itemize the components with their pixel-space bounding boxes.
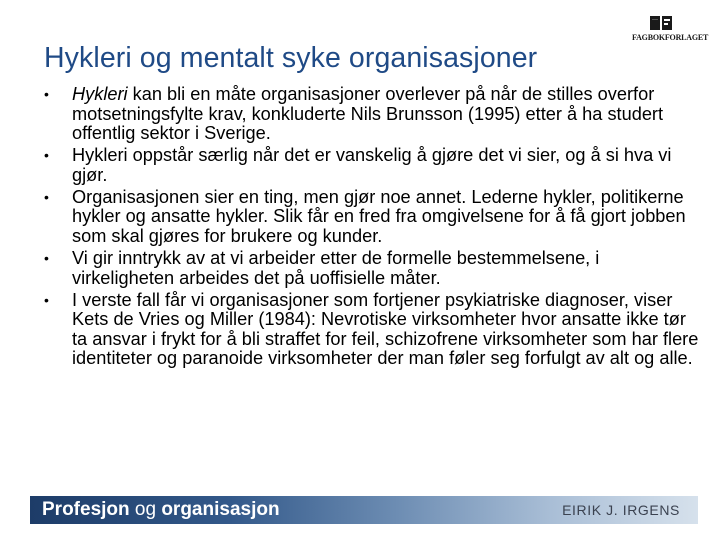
book-title: Profesjon og organisasjon bbox=[42, 499, 280, 520]
bullet-item: • Vi gir inntrykk av at vi arbeider etter de formelle bestemmelsene, i virkeligheten arbeides det på uoffisielle måter. bbox=[44, 247, 600, 288]
bullet-icon: • bbox=[44, 86, 49, 102]
footer-banner bbox=[30, 496, 698, 524]
bullet-list bbox=[44, 85, 704, 371]
author-name: EIRIK J. IRGENS bbox=[562, 502, 680, 518]
bullet-icon: • bbox=[44, 188, 49, 205]
bullet-item: • I verste fall får vi organisasjoner som fortjener psykiatriske diagnoser, viser Kets de Vries og Miller (1984): Nevrotiske virksomheter hvor ansatte ikke tør ta ansvar i frykt for å bli straffet for feil, schizofrene virksomheter som har flere identiteter og paranoide virksomheter der man føler seg forfulgt av alt og alle. bbox=[44, 289, 699, 369]
bullet-icon: • bbox=[44, 249, 49, 266]
bullet-icon: • bbox=[44, 147, 49, 164]
book-icon bbox=[649, 14, 673, 32]
bullet-item: • Organisasjonen sier en ting, men gjør noe annet. Lederne hykler, politikerne hykler og ansatte hykler. Slik får en fred fra omgivelsene for å få gjort jobben som skal gjøres for brukere og kunder. bbox=[44, 186, 686, 246]
bullet-item: • Hykleri kan bli en måte organisasjoner overlever på når de stilles overfor motsetningsfylte krav, konkluderte Nils Brunsson (1995) etter å ha studert offentlig sektor i Sverige. bbox=[44, 84, 664, 144]
publisher-logo bbox=[632, 14, 709, 48]
publisher-name: FAGBOKFORLAGET bbox=[632, 33, 709, 42]
slide-title: Hykleri og mentalt syke organisasjoner bbox=[44, 42, 538, 74]
bullet-item: • Hykleri oppstår særlig når det er vanskelig å gjøre det vi sier, og å si hva vi gjør. bbox=[44, 145, 672, 185]
bullet-icon: • bbox=[44, 291, 49, 308]
